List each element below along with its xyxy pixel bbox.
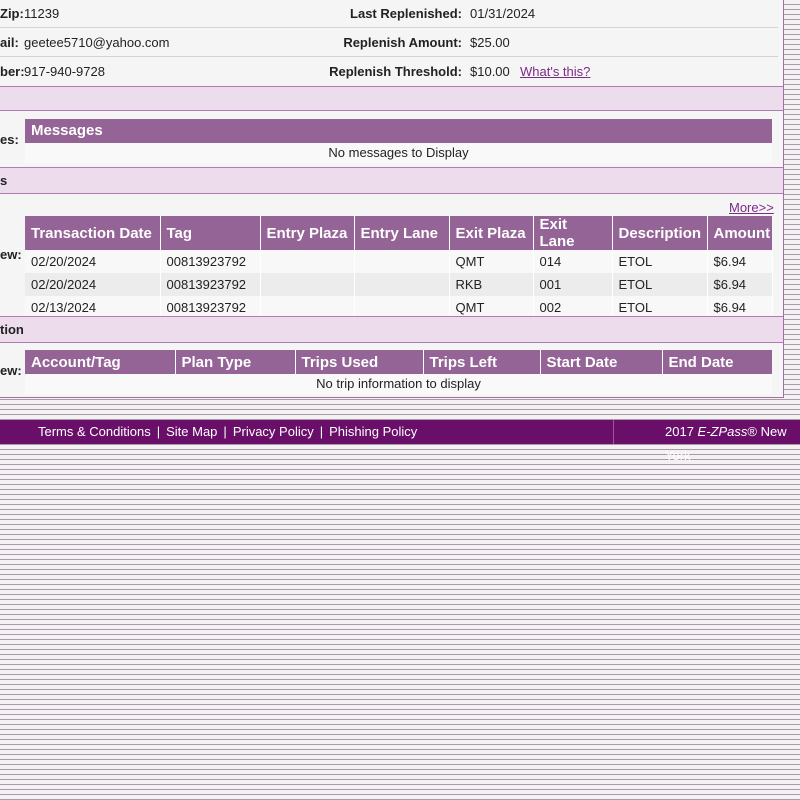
table-row [25,273,772,296]
cell-description: ETOL [612,250,707,273]
replenish-threshold-value: $10.00 [470,64,510,79]
row-divider [0,56,778,57]
phone-label: ber: [0,64,25,79]
cell-entry-plaza [260,250,354,273]
cell-exit-plaza: QMT [449,250,533,273]
trips-section-label: tion [0,322,24,337]
trips-empty-text: No trip information to display [25,374,772,394]
email-value: geetee5710@yahoo.com [24,35,170,50]
col-entry-plaza[interactable]: Entry Plaza [260,216,354,250]
col-transaction-date[interactable]: Transaction Date [25,216,160,250]
copyright-brand: E-ZPass [697,424,748,439]
cell-transaction-date: 02/20/2024 [25,250,160,273]
transactions-table [25,216,773,319]
cell-entry-plaza [260,273,354,296]
col-start-date[interactable]: Start Date [540,350,662,374]
col-end-date[interactable]: End Date [662,350,772,374]
cell-description: ETOL [612,273,707,296]
transactions-row-label: ew: [0,247,22,262]
phishing-policy-link[interactable]: Phishing Policy [329,424,418,439]
messages-row-label: es: [0,132,19,147]
section-header-trips [0,316,783,343]
terms-conditions-link[interactable]: Terms & Conditions [38,424,151,439]
footer-separator: | [156,424,161,439]
zip-value: 11239 [24,6,60,21]
section-header-empty [0,86,783,111]
transactions-section-label: s [0,173,8,188]
cell-entry-lane [354,250,449,273]
footer-links [38,420,417,444]
site-map-link[interactable]: Site Map [166,424,218,439]
col-exit-lane[interactable]: Exit Lane [533,216,612,250]
cell-amount: $6.94 [707,296,772,319]
footer-divider [613,420,614,444]
cell-tag: 00813923792 [160,296,260,319]
col-account-tag[interactable]: Account/Tag [25,350,175,374]
col-exit-plaza[interactable]: Exit Plaza [449,216,533,250]
section-header-transactions [0,167,783,194]
col-trips-left[interactable]: Trips Left [423,350,540,374]
cell-entry-lane [354,273,449,296]
col-entry-lane[interactable]: Entry Lane [354,216,449,250]
cell-amount: $6.94 [707,250,772,273]
footer-separator: | [223,424,227,439]
col-plan-type[interactable]: Plan Type [175,350,295,374]
col-trips-used[interactable]: Trips Used [295,350,423,374]
cell-exit-plaza: RKB [449,273,533,296]
copyright [665,420,800,468]
phone-value: 917-940-9728 [24,64,105,79]
messages-header: Messages [25,119,772,143]
replenish-threshold-label: Replenish Threshold: [329,64,462,79]
zip-label: Zip: [0,6,24,21]
footer-separator: | [319,424,324,439]
account-panel [0,0,784,398]
email-label: ail: [0,35,19,50]
last-replenished-label: Last Replenished: [350,6,462,21]
privacy-policy-link[interactable]: Privacy Policy [232,424,314,439]
replenish-amount-label: Replenish Amount: [343,35,462,50]
cell-amount: $6.94 [707,273,772,296]
trips-header-row [25,350,772,374]
last-replenished-value: 01/31/2024 [470,6,536,21]
cell-tag: 00813923792 [160,250,260,273]
cell-exit-lane: 014 [533,250,612,273]
more-link[interactable]: More>> [729,200,774,215]
whats-this-link[interactable]: What's this? [520,64,591,79]
cell-exit-lane: 001 [533,273,612,296]
col-tag[interactable]: Tag [160,216,260,250]
copyright-year: 2017 [665,424,698,439]
cell-transaction-date: 02/13/2024 [25,296,160,319]
trips-row-label: ew: [0,363,22,378]
cell-exit-lane: 002 [533,296,612,319]
row-divider [0,27,778,28]
copyright-rest: ® New York [665,424,787,463]
replenish-amount-value: $25.00 [470,35,510,50]
messages-empty-text: No messages to Display [25,143,772,163]
cell-transaction-date: 02/20/2024 [25,273,160,296]
cell-tag: 00813923792 [160,273,260,296]
trips-table [25,350,772,374]
col-description[interactable]: Description [612,216,707,250]
footer-bar [0,420,800,463]
cell-description: ETOL [612,296,707,319]
col-amount[interactable]: Amount [707,216,772,250]
cell-exit-plaza: QMT [449,296,533,319]
table-row [25,250,772,273]
transactions-header-row [25,216,772,250]
